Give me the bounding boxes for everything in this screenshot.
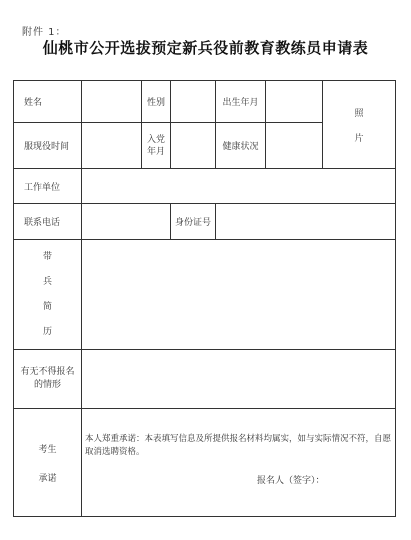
row-work bbox=[14, 169, 396, 204]
resume-char-3: 简 bbox=[42, 302, 52, 312]
work-unit-value-cell[interactable] bbox=[82, 169, 396, 204]
work-unit-label: 工作单位 bbox=[14, 169, 82, 204]
resume-value-cell[interactable] bbox=[82, 240, 396, 350]
name-value-cell[interactable] bbox=[82, 81, 142, 123]
party-join-label bbox=[142, 123, 171, 169]
photo-char-2: 片 bbox=[354, 133, 364, 144]
birth-label: 出生年月 bbox=[216, 81, 266, 123]
resume-char-1: 带 bbox=[42, 252, 52, 262]
photo-cell[interactable] bbox=[323, 81, 396, 169]
health-value-cell[interactable] bbox=[266, 123, 323, 169]
phone-label: 联系电话 bbox=[14, 204, 82, 240]
resume-label bbox=[14, 240, 82, 350]
application-form-table bbox=[13, 80, 396, 517]
service-time-value-cell[interactable] bbox=[82, 123, 142, 169]
row-contact bbox=[14, 204, 396, 240]
restriction-label bbox=[14, 350, 82, 409]
phone-value-cell[interactable] bbox=[82, 204, 171, 240]
pledge-label bbox=[14, 409, 82, 517]
party-join-line-1: 入党 bbox=[146, 134, 165, 145]
gender-value-cell[interactable] bbox=[171, 81, 216, 123]
row-restrictions bbox=[14, 350, 396, 409]
attachment-label: 附件 1： bbox=[22, 27, 67, 38]
resume-char-2: 兵 bbox=[42, 277, 52, 287]
birth-value-cell[interactable] bbox=[266, 81, 323, 123]
pledge-content-cell[interactable] bbox=[82, 409, 396, 517]
service-time-label: 服现役时间 bbox=[14, 123, 82, 169]
restriction-line-1: 有无不得报名 bbox=[20, 367, 75, 377]
id-number-value-cell[interactable] bbox=[216, 204, 396, 240]
resume-char-4: 历 bbox=[42, 327, 52, 337]
restriction-line-2: 的情形 bbox=[33, 380, 61, 390]
gender-label: 性别 bbox=[142, 81, 171, 123]
pledge-char-2: 承诺 bbox=[38, 473, 57, 484]
signature-label: 报名人（签字）： bbox=[257, 476, 325, 486]
row-name bbox=[14, 81, 396, 123]
restriction-value-cell[interactable] bbox=[82, 350, 396, 409]
pledge-char-1: 考生 bbox=[38, 444, 57, 455]
row-resume bbox=[14, 240, 396, 350]
pledge-text: 本人郑重承诺：本表填写信息及所提供报名材料均属实，如与实际情况不符，自愿取消选聘资格。 bbox=[85, 434, 392, 457]
id-number-label: 身份证号 bbox=[171, 204, 216, 240]
health-label: 健康状况 bbox=[216, 123, 266, 169]
name-label: 姓名 bbox=[14, 81, 82, 123]
party-join-line-2: 年月 bbox=[146, 146, 165, 157]
row-pledge bbox=[14, 409, 396, 517]
party-join-value-cell[interactable] bbox=[171, 123, 216, 169]
photo-char-1: 照 bbox=[354, 108, 364, 119]
form-title: 仙桃市公开选拔预定新兵役前教育教练员申请表 bbox=[42, 39, 369, 57]
